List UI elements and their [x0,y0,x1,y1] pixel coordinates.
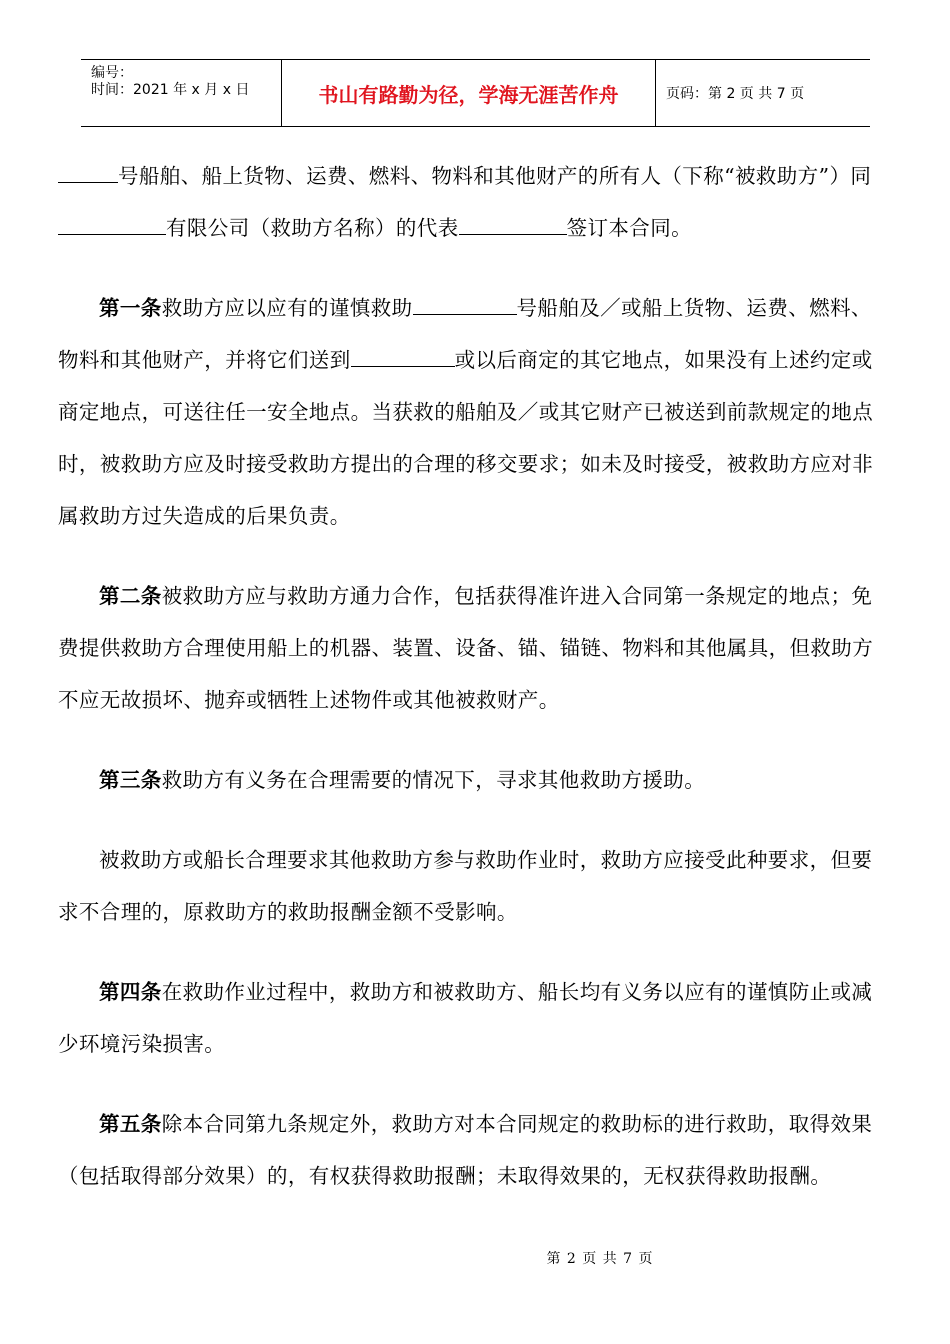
article-title: 第三条 [99,768,162,792]
article-3-paragraph-2: 被救助方或船长合理要求其他救助方参与救助作业时，救助方应接受此种要求，但要求不合理的，原救助方的救助报酬金额不受影响。 [58,848,873,924]
document-body [58,150,888,1202]
article-title: 第四条 [99,980,162,1004]
article-3: 第三条救助方有义务在合理需要的情况下，寻求其他救助方援助。 [99,768,706,792]
article-title: 第二条 [99,584,162,608]
header-page-info: 页码：第 2 页 共 7 页 [666,86,805,102]
page-header [81,59,870,127]
blank-line [413,292,517,315]
blank-line [459,212,567,235]
date-label: 时间：2021 年 x 月 x 日 [91,82,250,98]
article-1: 第一条救助方应以应有的谨慎救助 号船舶及／或船上货物、运费、燃料、物料和其他财产，并将它们送到 或以后商定的其它地点，如果没有上述约定或商定地点，可送往任一安全地点。当获救的船舶及／或其它财产已被送到前款规定的地点时，被救助方应及时接受救助方提出的合理的移交要求；如未及时接受，被救助方应对非属救助方过失造成的后果负责。 [58,282,888,542]
header-motto-cell [282,60,656,126]
header-motto: 书山有路勤为径，学海无涯苦作舟 [318,82,619,107]
article-5: 第五条除本合同第九条规定外，救助方对本合同规定的救助标的进行救助，取得效果（包括取得部分效果）的，有权获得救助报酬；未取得效果的，无权获得救助报酬。 [58,1112,873,1188]
header-meta [81,60,282,126]
article-2: 第二条被救助方应与救助方通力合作，包括获得准许进入合同第一条规定的地点；免费提供救助方合理使用船上的机器、装置、设备、锚、锚链、物料和其他属具，但救助方不应无故损坏、抛弃或牺牲上述物件或其他被救财产。 [58,584,874,712]
page-footer [0,1248,950,1268]
footer-page-number: 第 2 页 共 7 页 [546,1251,654,1267]
opening-paragraph: 号船舶、船上货物、运费、燃料、物料和其他财产的所有人（下称“被救助方”）同有限公司（救助方名称）的代表 签订本合同。 [58,150,888,254]
number-label: 编号： [91,65,133,81]
blank-line [351,344,455,367]
article-title: 第五条 [99,1112,162,1136]
article-4: 第四条在救助作业过程中，救助方和被救助方、船长均有义务以应有的谨慎防止或减少环境污染损害。 [58,980,873,1056]
blank-line [58,160,118,183]
blank-line [58,212,166,235]
article-title: 第一条 [99,296,162,320]
